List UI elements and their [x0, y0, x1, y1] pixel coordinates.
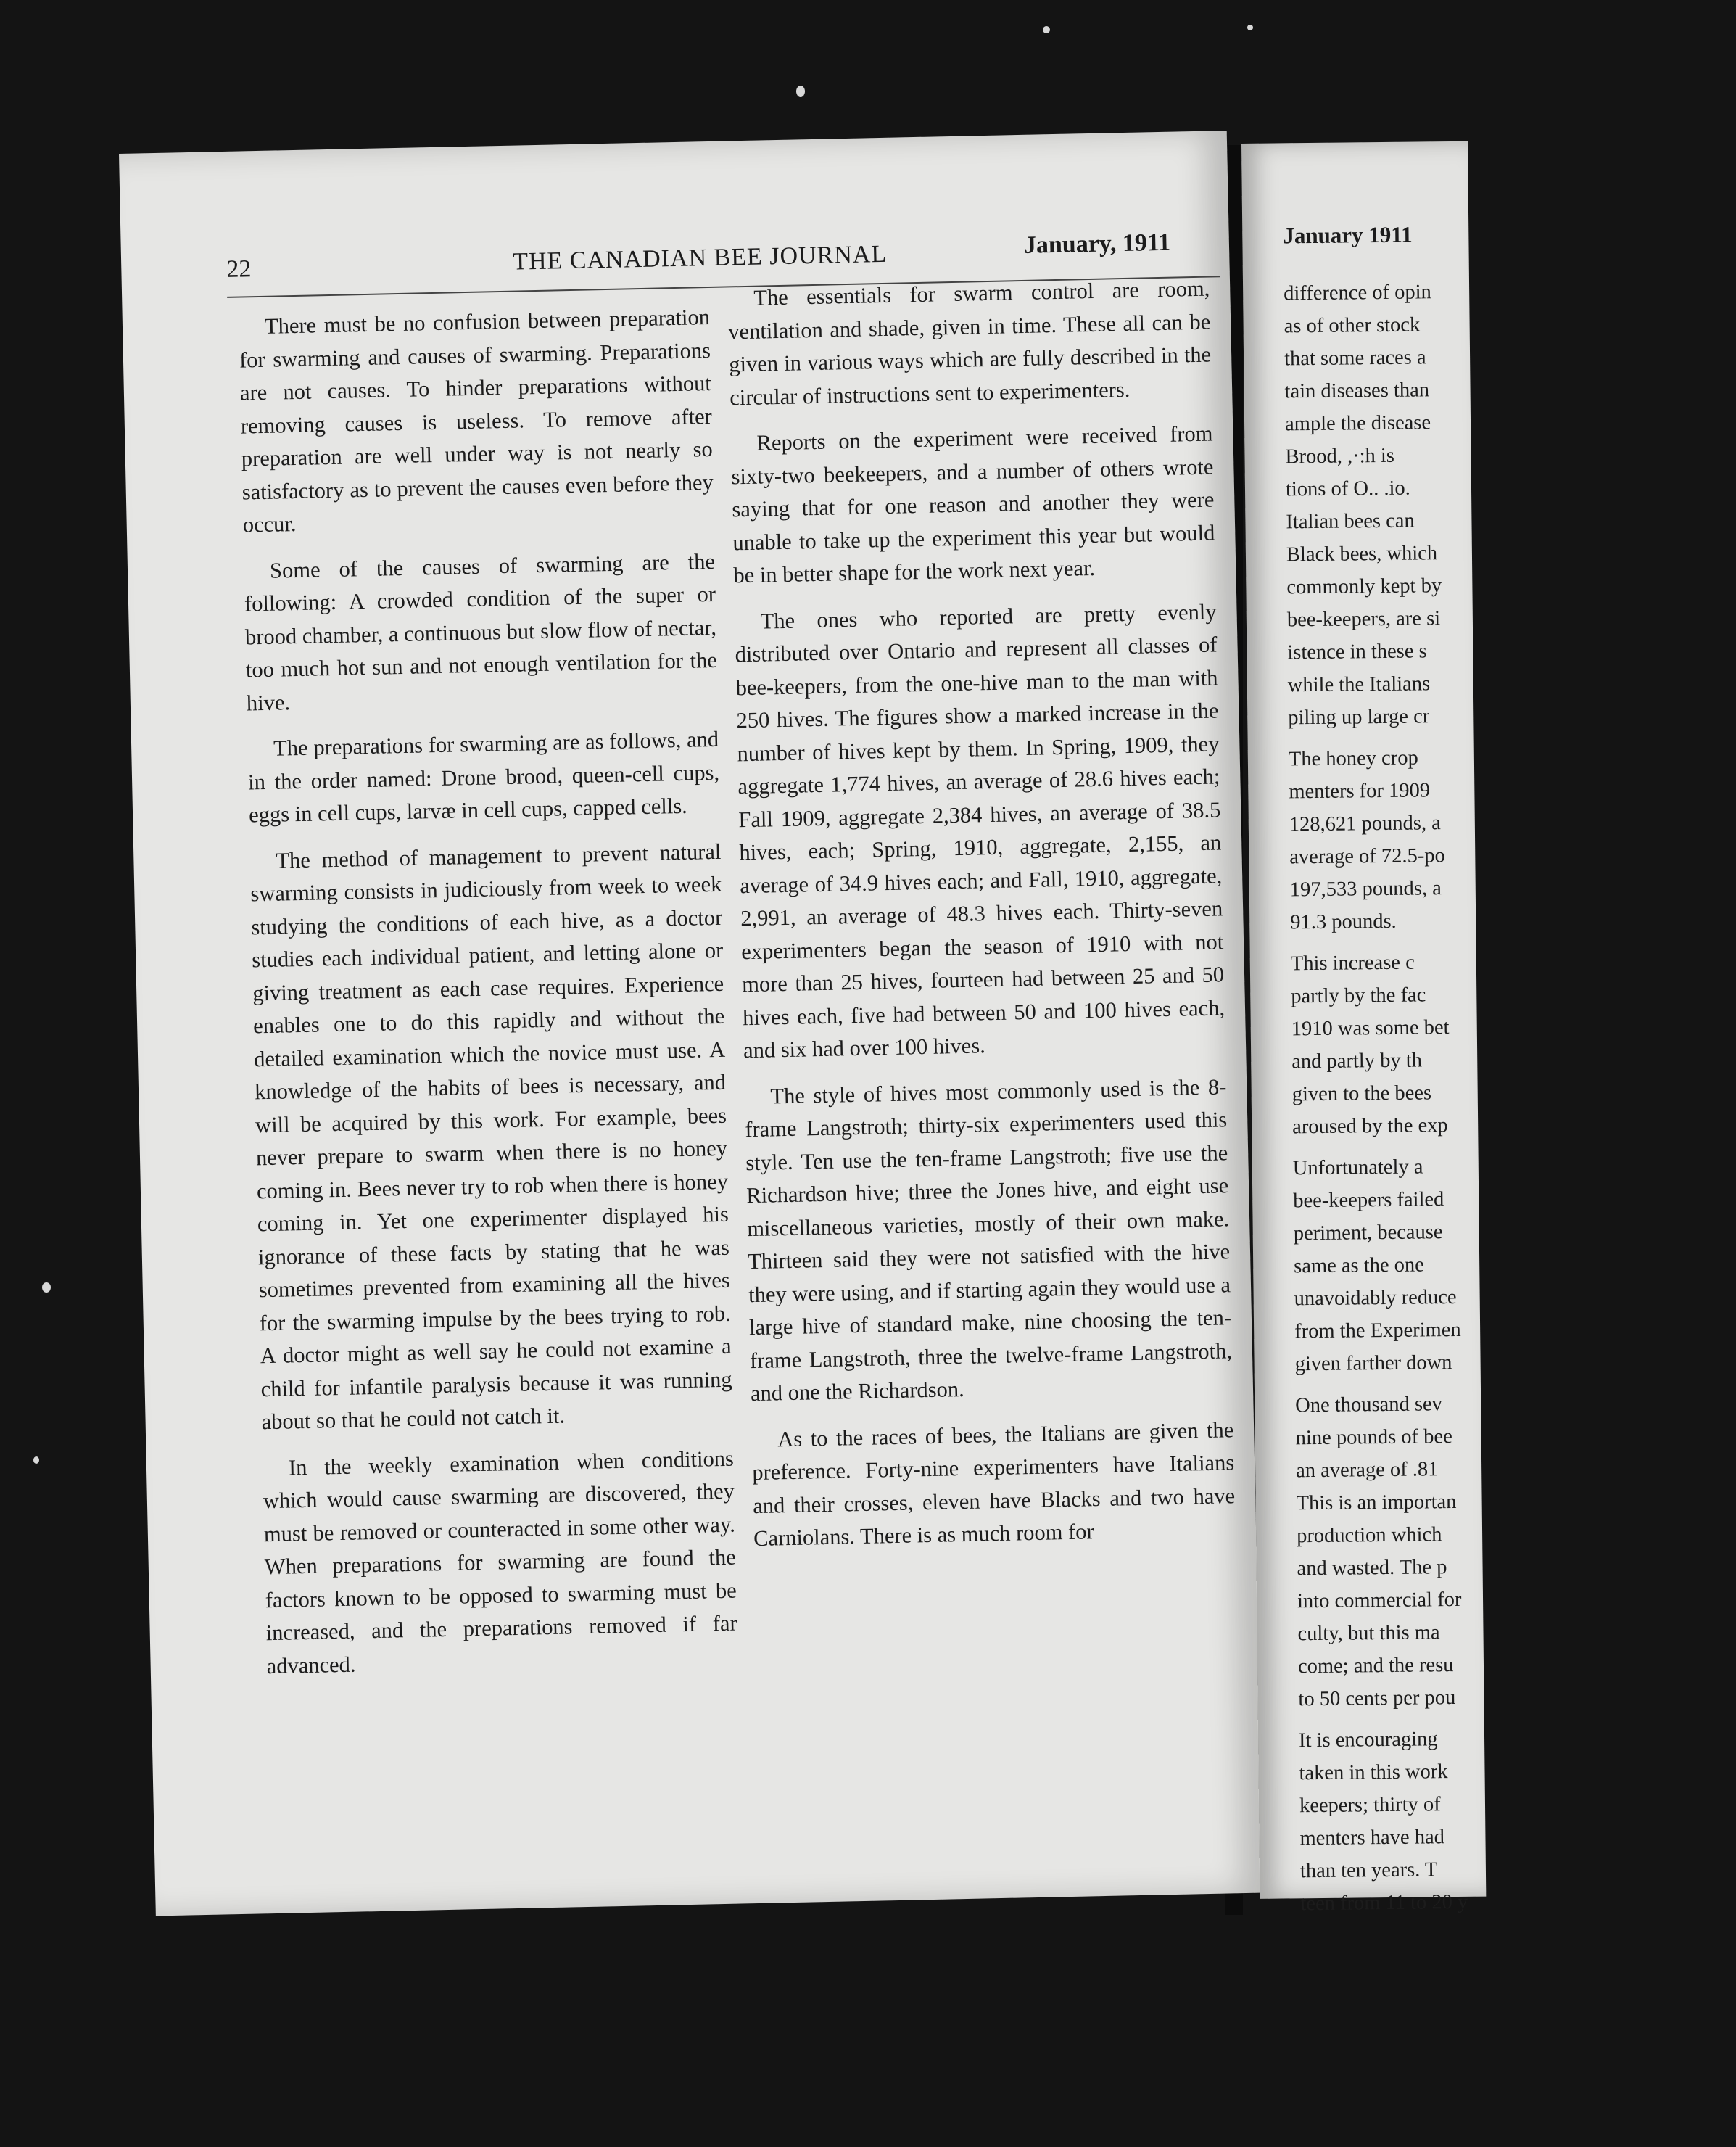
page-number: 22	[226, 255, 252, 283]
text-line: Unfortunately a	[1292, 1155, 1423, 1180]
text-line: into commercial for	[1297, 1588, 1462, 1613]
text-line: commonly kept by	[1286, 574, 1442, 599]
text-line: tain diseases than	[1284, 379, 1430, 403]
text-line: It is encouraging	[1298, 1728, 1438, 1752]
text-line: Italian bees can	[1286, 509, 1415, 534]
text-line: aroused by the exp	[1292, 1114, 1448, 1139]
text-line: taken in this work	[1299, 1760, 1448, 1785]
text-line: keepers; thirty of	[1299, 1793, 1441, 1818]
right-page-header: January 1911	[1283, 221, 1413, 249]
right-page-text	[1284, 273, 1736, 1920]
text-line: bee-keepers, are si	[1286, 607, 1441, 632]
text-line: Black bees, which	[1286, 542, 1438, 566]
text-line: This is an importan	[1296, 1490, 1457, 1515]
journal-title: THE CANADIAN BEE JOURNAL	[512, 240, 888, 276]
paragraph: The essentials for swarm control are room, ventilation and shade, given in time. These all can be given in various ways which are fully described in the circular of instructions sent to experimenters.	[727, 276, 1212, 410]
text-line: while the Italians	[1287, 672, 1431, 697]
text-line: Brood, ,·:h is	[1285, 444, 1395, 469]
text-line: given farther down	[1294, 1351, 1452, 1376]
text-line: 91.3 pounds.	[1290, 910, 1397, 934]
text-line: average of 72.5-po	[1289, 844, 1445, 869]
text-line: 197,533 pounds, a	[1289, 877, 1442, 902]
text-line: to 50 cents per pou	[1298, 1686, 1456, 1711]
text-line: as of other stock	[1284, 313, 1421, 338]
dust-speck	[1043, 26, 1050, 33]
text-line: nine pounds of bee	[1295, 1425, 1452, 1450]
text-line: than ten years. T	[1299, 1858, 1438, 1883]
text-line: 1910 was some bet	[1291, 1016, 1450, 1041]
text-line: production which	[1296, 1523, 1442, 1548]
issue-date: January, 1911	[1023, 228, 1171, 259]
article-column-right	[727, 273, 1236, 1569]
text-line: bee-keepers failed	[1293, 1188, 1444, 1213]
left-page	[119, 131, 1264, 1916]
text-line: This increase c	[1290, 951, 1415, 976]
text-line: menters for 1909	[1289, 779, 1431, 804]
text-line: menters have had	[1299, 1826, 1445, 1850]
text-line: tions of O.. .io.	[1285, 477, 1410, 501]
text-line: same as the one	[1294, 1253, 1425, 1278]
text-line: culty, but this ma	[1297, 1621, 1440, 1646]
article-column-left	[239, 301, 739, 1696]
dust-speck	[42, 1282, 51, 1293]
text-line: teen from 11 to 20 y	[1300, 1890, 1468, 1916]
text-line: from the Experimen	[1294, 1318, 1461, 1343]
text-line: unavoidably reduce	[1294, 1285, 1457, 1311]
text-line: ample the disease	[1284, 411, 1431, 436]
text-line: and partly by th	[1291, 1049, 1423, 1074]
paragraph: As to the races of bees, the Italians are given the preference. Forty-nine experimenters have Italians and their crosses, eleven have Blacks and two have Carniolans. There is as much room for	[751, 1417, 1236, 1551]
text-line: come; and the resu	[1297, 1654, 1454, 1678]
right-page	[1241, 141, 1486, 1916]
paragraph: The preparations for swarming are as follows, and in the order named: Drone brood, queen-cell cups, eggs in cell cups, larvæ in cell cups, capped cells.	[247, 726, 720, 828]
text-line: difference of opin	[1284, 281, 1431, 305]
text-line: istence in these s	[1287, 640, 1427, 664]
dust-speck	[33, 1456, 39, 1464]
paragraph: Some of the causes of swarming are the following: A crowded condition of the super or brood chamber, a continuous but slow flow of nectar, too much hot sun and not enough ventilation for the hive.	[244, 548, 718, 715]
paragraph: The method of management to prevent natural swarming consists in judiciously from week to week studying the conditions of each hive, as a doctor studies each individual patient, and letting alone or giving treatment as each case requires. Experience enables one to do this rapidly and without the detailed examination which the novice must use. A knowledge of the habits of bees is necessary, and will be acquired by this work. For example, bees never prepare to swarm when there is no honey coming in. Bees never try to rob when there is honey coming in. Yet one experimenter displayed his ignorance of these facts by stating that he was sometimes prevented from examining all the hives for the swarming impulse by the bees trying to rob. A doctor might as well say he could not examine a child for infantile paralysis because it was running about so that he could not catch it.	[250, 838, 732, 1435]
paragraph: In the weekly examination when conditions which would cause swarming are discovered, they must be removed or counteracted in some other way. When preparations for swarming are found the factors known to be opposed to swarming must be increased, and the preparations removed if far advanced.	[263, 1446, 737, 1678]
paragraph: The style of hives most commonly used is the 8-frame Langstroth; thirty-six experimenters used this style. Ten use the ten-frame Langstroth; five use the Richardson hive; three the Jones hive, and eight use miscellaneous varieties, mostly of their own make. Thirteen said they were not satisfied with the hive they were using, and if starting again they would use a large hive of standard make, nine choosing the ten-frame Langstroth, three the twelve-frame Langstroth, and one the Richardson.	[745, 1074, 1233, 1406]
paragraph: Reports on the experiment were received from sixty-two beekeepers, and a number of others wrote saying that for one reason and another they were unable to take up the experiment this year but would be in better shape for the work next year.	[731, 421, 1215, 588]
paragraph: The ones who reported are pretty evenly distributed over Ontario and represent all classes of bee-keepers, from the one-hive man to the man with 250 hives. The figures show a marked increase in the number of hives kept by them. In Spring, 1909, they aggregate 1,774 hives, an average of 28.6 hives each; Fall 1909, aggregate 2,384 hives, an average of 38.5 hives, each; Spring, 1910, aggregate, 2,155, an average of 34.9 hives each; and Fall, 1910, aggregate, 2,991, an average of 48.3 hives each. Thirty-seven experimenters began the season of 1910 with not more than 25 hives, fourteen had between 25 and 50 hives each, five had between 50 and 100 hives each, and six had over 100 hives.	[735, 598, 1225, 1063]
text-line: One thousand sev	[1295, 1393, 1443, 1417]
text-line: given to the bees	[1291, 1081, 1432, 1106]
paragraph: There must be no confusion between preparation for swarming and causes of swarming. Preparations are not causes. To hinder preparations without removing causes is useless. To remove after preparation are well under way is not nearly so satisfactory as to prevent the causes even before they occur.	[239, 304, 714, 537]
text-line: piling up large cr	[1288, 705, 1430, 730]
text-line: periment, because	[1293, 1221, 1443, 1245]
text-line: partly by the fac	[1291, 984, 1426, 1008]
text-line: 128,621 pounds, a	[1289, 812, 1441, 836]
dust-speck	[796, 86, 805, 97]
dust-speck	[1247, 25, 1253, 30]
text-line: an average of .81	[1296, 1458, 1439, 1483]
text-line: that some races a	[1284, 346, 1426, 371]
text-line: The honey crop	[1288, 746, 1418, 771]
text-line: and wasted. The p	[1297, 1556, 1447, 1581]
